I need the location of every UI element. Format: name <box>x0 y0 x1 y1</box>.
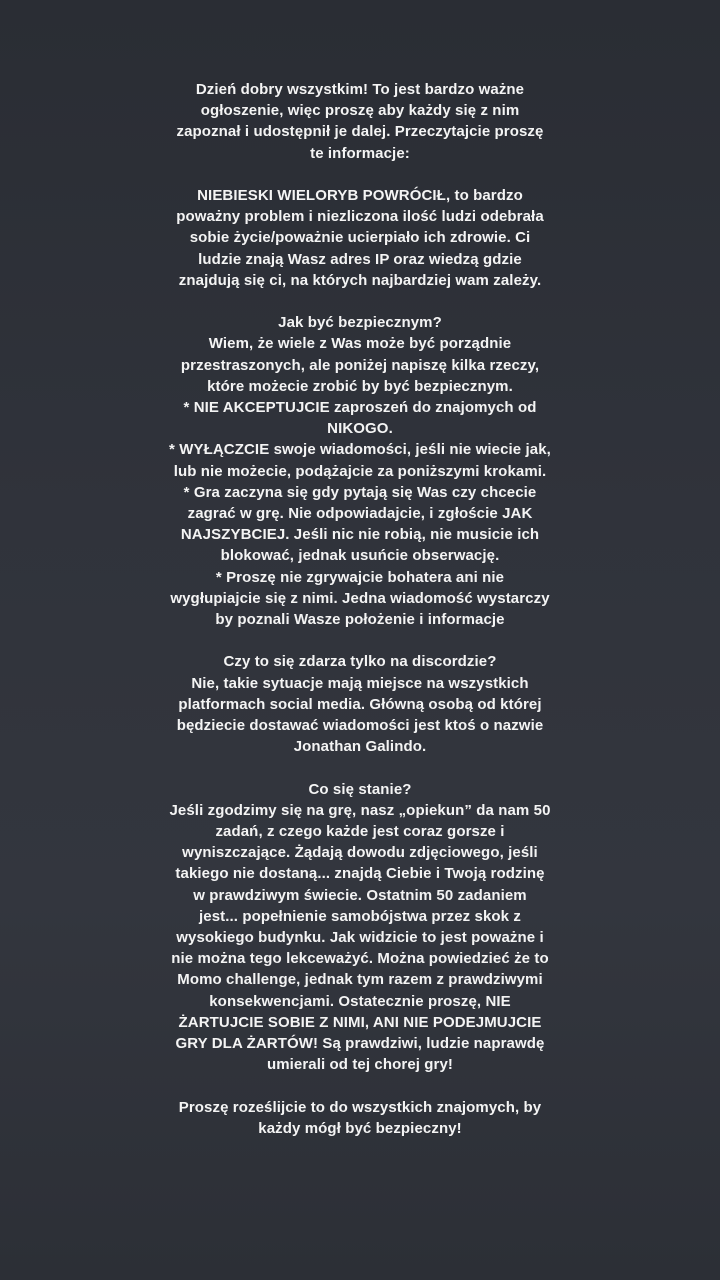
text-line: zadań, z czego każde jest coraz gorsze i <box>215 823 505 841</box>
text-line: umierali od tej chorej gry! <box>266 1056 454 1074</box>
text-line: * Gra zaczyna się gdy pytają się Was czy chcecie <box>183 483 537 501</box>
text-line: zapoznał i udostępnił je dalej. Przeczytajcie proszę <box>176 123 544 141</box>
text-line: przestraszonych, ale poniżej napiszę kilka rzeczy, <box>180 356 540 374</box>
text-line: które możecie zrobić by być bezpiecznym. <box>207 377 513 395</box>
text-line: każdy mógł być bezpieczny! <box>258 1119 462 1137</box>
paragraph <box>80 1097 640 1139</box>
text-line: Co się stanie? <box>308 780 412 798</box>
text-line: sobie życie/poważnie ucierpiało ich zdrowie. Ci <box>189 229 531 247</box>
text-line: w prawdziwym świecie. Ostatnim 50 zadaniem <box>193 886 527 904</box>
text-line: lub nie możecie, podążajcie za poniższymi krokami. <box>173 462 547 480</box>
text-line: Jak być bezpiecznym? <box>278 314 442 332</box>
paragraph <box>80 79 640 164</box>
text-line: NIEBIESKI WIELORYB POWRÓCIŁ, to bardzo <box>197 187 523 204</box>
text-line: Proszę roześlijcie to do wszystkich znajomych, by <box>178 1098 542 1116</box>
text-line: ogłoszenie, więc proszę aby każdy się z nim <box>200 102 520 120</box>
text-line: Czy to się zdarza tylko na discordzie? <box>223 653 497 671</box>
text-line: wygłupiajcie się z nimi. Jedna wiadomość wystarczy <box>170 589 550 607</box>
text-line: jest... popełnienie samobójstwa przez skok z <box>199 907 521 925</box>
text-line: by poznali Wasze położenie i informacje <box>215 611 505 629</box>
text-line: nie można tego lekceważyć. Można powiedzieć że to <box>171 950 549 968</box>
text-line: ludzie znają Wasz adres IP oraz wiedzą gdzie <box>198 250 522 268</box>
text-line: Momo challenge, jednak tym razem z prawdziwymi <box>177 971 543 989</box>
text-line: wysokiego budynku. Jak widzicie to jest poważne i <box>176 929 544 947</box>
text-line: Wiem, że wiele z Was może być porządnie <box>208 335 512 353</box>
text-line: Jeśli zgodzimy się na grę, nasz „opiekun” da nam 50 <box>169 801 551 819</box>
text-line: poważny problem i niezliczona ilość ludzi odebrała <box>176 208 544 226</box>
text-line: takiego nie dostaną... znajdą Ciebie i Twoją rodzinę <box>175 865 545 883</box>
paragraph <box>80 651 640 757</box>
text-line: te informacje: <box>310 144 410 162</box>
text-line: * NIE AKCEPTUJCIE zaproszeń do znajomych od <box>183 399 537 417</box>
text-line: platformach social media. Główną osobą od której <box>178 695 542 713</box>
paragraph <box>80 185 640 291</box>
text-line: * WYŁĄCZCIE swoje wiadomości, jeśli nie wiecie jak, <box>169 441 551 459</box>
text-line: konsekwencjami. Ostatecznie proszę, NIE <box>209 992 511 1010</box>
text-line: Nie, takie sytuacje mają miejsce na wszystkich <box>191 674 529 692</box>
text-line: blokować, jednak usuńcie obserwację. <box>220 547 500 565</box>
text-line: * Proszę nie zgrywajcie bohatera ani nie <box>215 568 505 586</box>
text-line: zagrać w grę. Nie odpowiadajcie, i zgłoście JAK <box>187 505 533 523</box>
text-line: ŻARTUJCIE SOBIE Z NIMI, ANI NIE PODEJMUJCIE <box>178 1013 542 1031</box>
text-line: GRY DLA ŻARTÓW! Są prawdziwi, ludzie naprawdę <box>175 1035 545 1053</box>
text-line: NIKOGO. <box>327 420 393 438</box>
announcement-text <box>80 79 640 1139</box>
paragraph <box>80 312 640 630</box>
text-line: znajdują się ci, na których najbardziej wam zależy. <box>178 271 542 289</box>
text-line: Dzień dobry wszystkim! To jest bardzo ważne <box>195 81 525 98</box>
text-line: będziecie dostawać wiadomości jest ktoś o nazwie <box>176 717 544 735</box>
paragraph <box>80 779 640 1076</box>
text-line: NAJSZYBCIEJ. Jeśli nic nie robią, nie musicie ich <box>180 526 540 544</box>
text-line: Jonathan Galindo. <box>293 738 427 756</box>
text-line: wyniszczające. Żądają dowodu zdjęciowego, jeśli <box>182 844 538 862</box>
